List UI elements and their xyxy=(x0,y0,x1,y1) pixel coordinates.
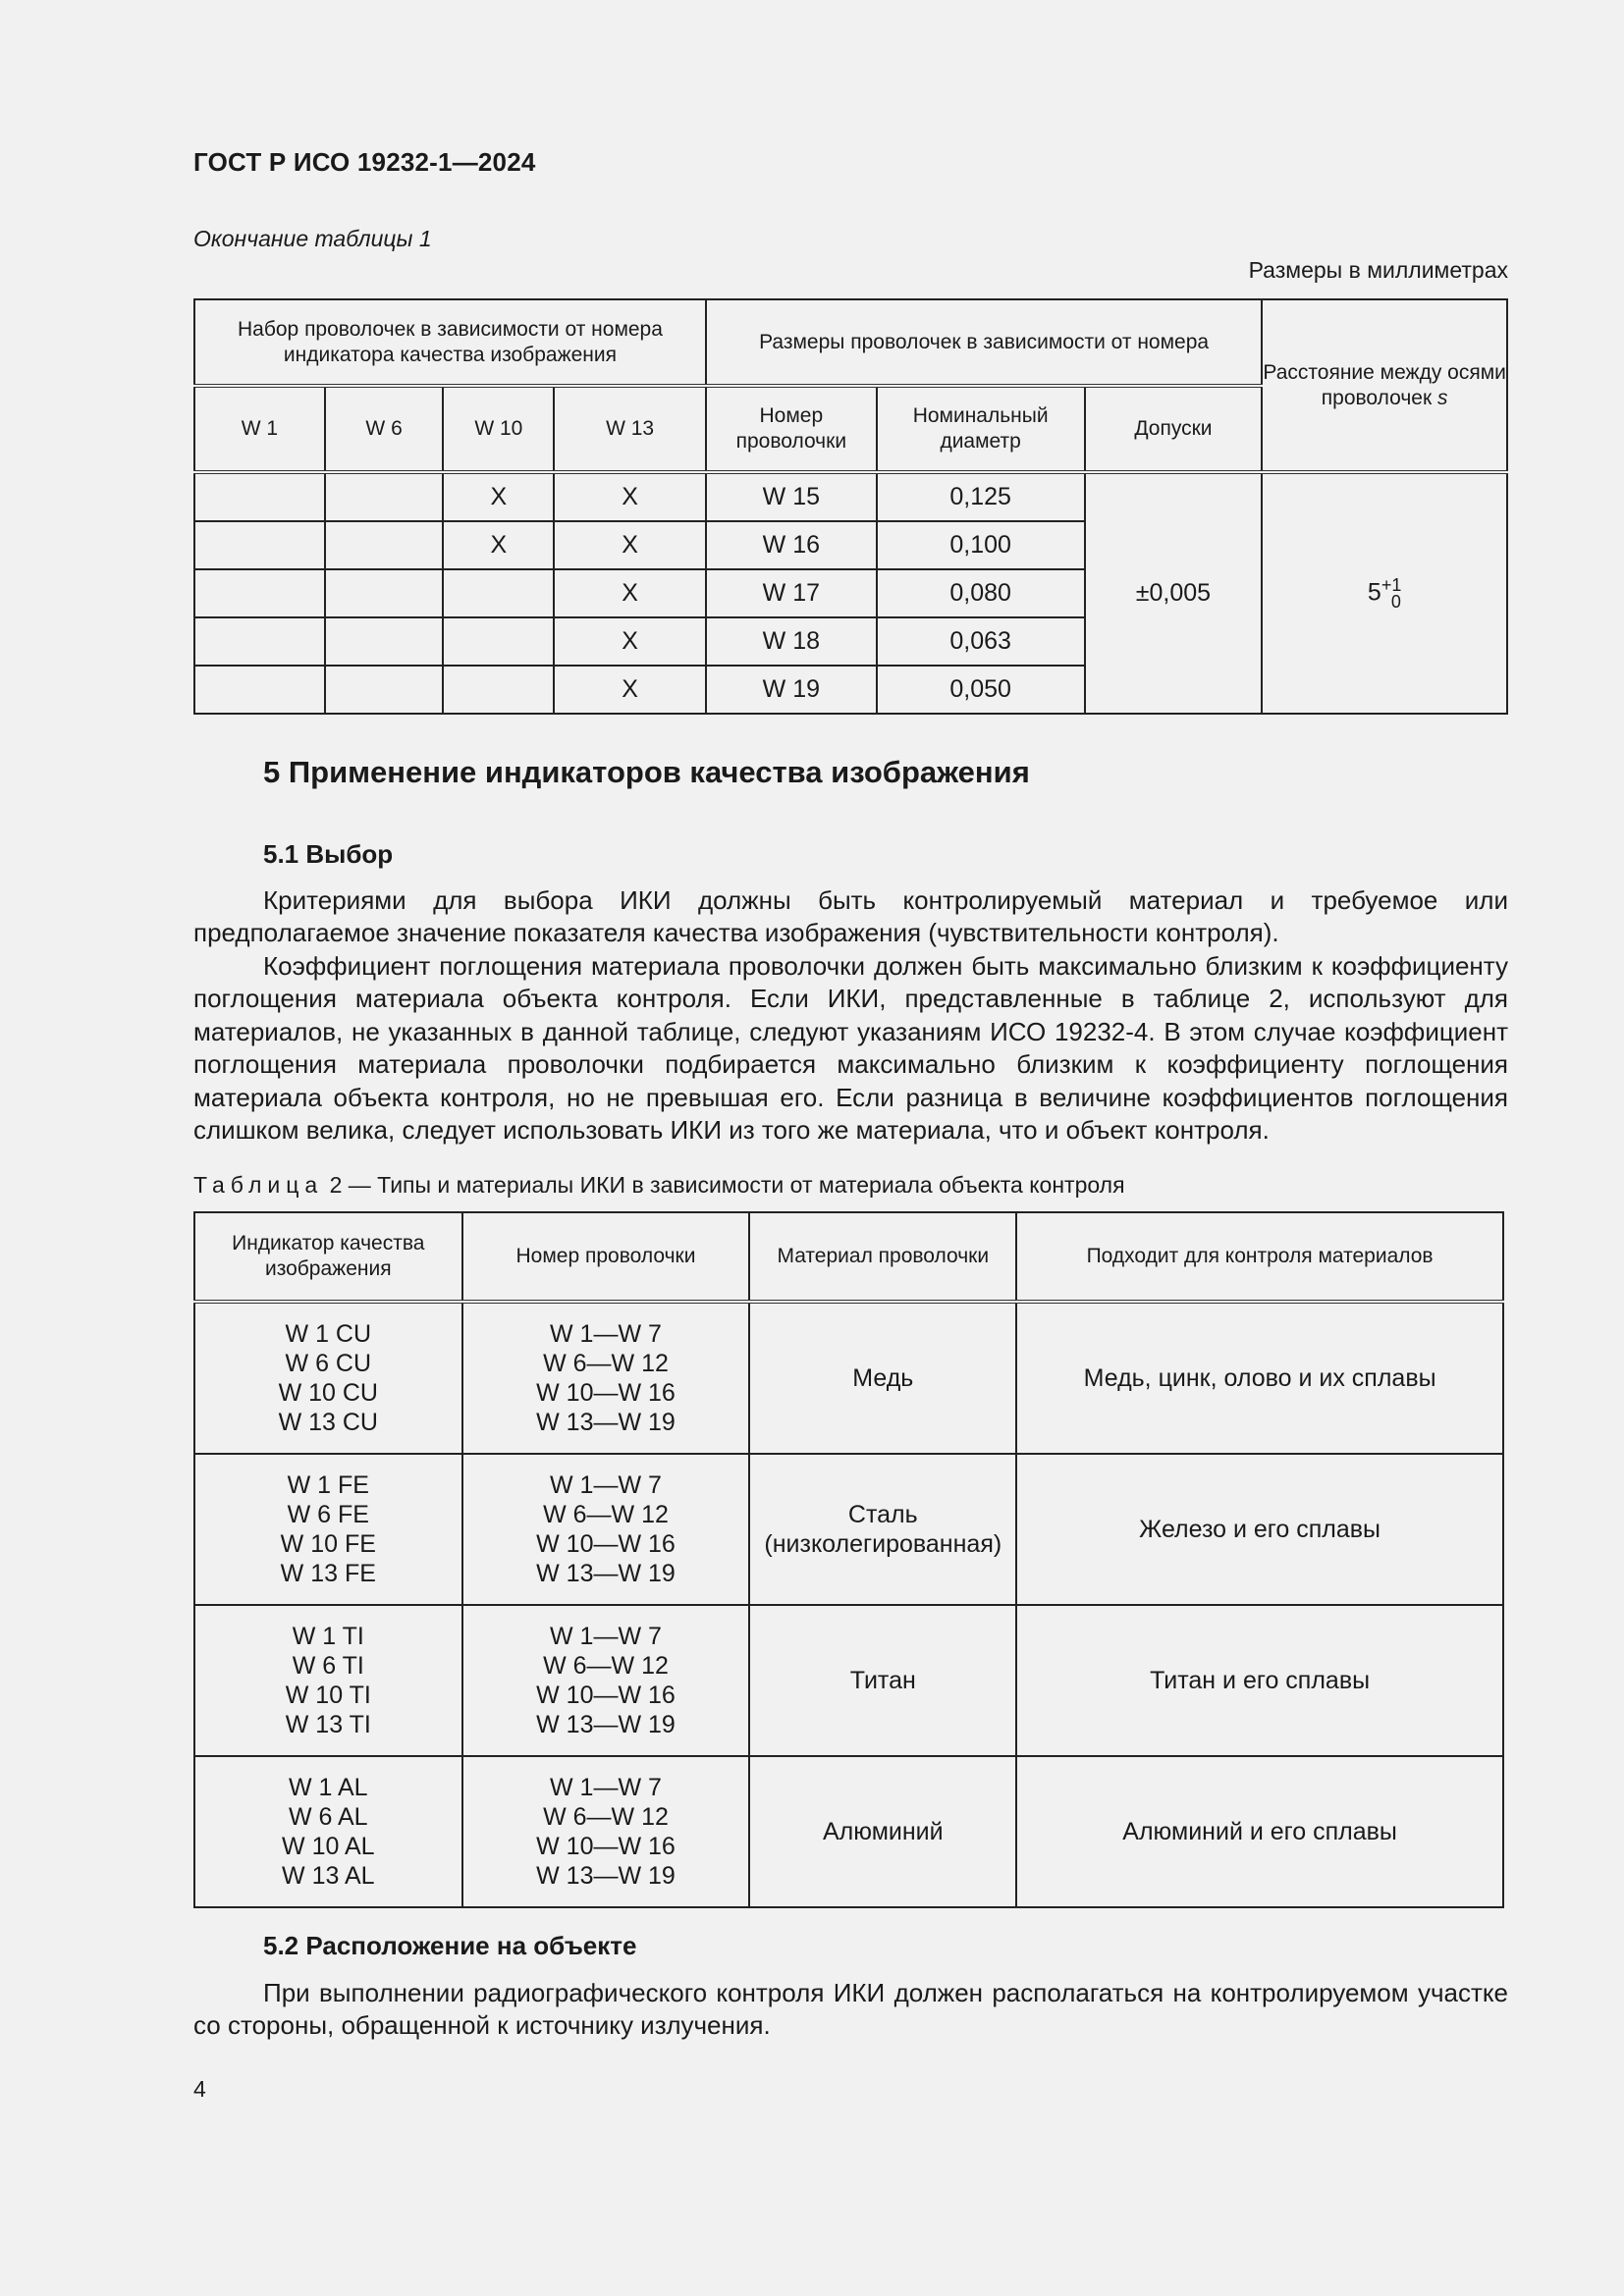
iqi-item: W 1 TI xyxy=(292,1623,364,1650)
paragraph-selection-criteria: Критериями для выбора ИКИ должны быть контролируемый материал и требуемое или предполагаемое значение показателя качества изображения (чувствительности контроля). xyxy=(193,885,1508,948)
header-wire-size: Размеры проволочек в зависимости от номера xyxy=(706,299,1262,386)
header-iqi: Индикатор качества изображения xyxy=(194,1212,462,1302)
cell-w1 xyxy=(194,472,325,521)
cell-w10 xyxy=(443,617,554,666)
header-w6: W 6 xyxy=(325,386,444,472)
wire-range: W 6—W 12 xyxy=(543,1652,669,1680)
distance-lower-limit: 0 xyxy=(1390,591,1401,612)
cell-diameter: 0,100 xyxy=(877,521,1085,569)
cell-distance xyxy=(1262,472,1507,714)
cell-wire: W 16 xyxy=(706,521,877,569)
cell-w6 xyxy=(325,666,444,714)
distance-base: 5 xyxy=(1367,578,1381,607)
cell-wire-range-list xyxy=(462,1454,750,1605)
iqi-item: W 6 AL xyxy=(288,1803,368,1831)
table-row xyxy=(194,1454,1503,1605)
section-5-1-heading: 5.1 Выбор xyxy=(263,839,394,869)
cell-diameter: 0,050 xyxy=(877,666,1085,714)
cell-iqi-list xyxy=(194,1605,462,1756)
cell-wire-range-list xyxy=(462,1302,750,1454)
cell-w6 xyxy=(325,472,444,521)
header-w13: W 13 xyxy=(554,386,706,472)
iqi-item: W 10 FE xyxy=(280,1530,376,1558)
wire-range: W 6—W 12 xyxy=(543,1501,669,1528)
cell-w13: X xyxy=(554,472,706,521)
cell-w6 xyxy=(325,569,444,617)
wire-range: W 13—W 19 xyxy=(536,1862,676,1890)
wire-range: W 6—W 12 xyxy=(543,1350,669,1377)
cell-iqi-list xyxy=(194,1756,462,1907)
cell-diameter: 0,125 xyxy=(877,472,1085,521)
wire-range: W 10—W 16 xyxy=(536,1379,676,1407)
table-1 xyxy=(193,298,1508,715)
table-row xyxy=(194,1605,1503,1756)
wire-range: W 10—W 16 xyxy=(536,1833,676,1860)
header-wire-set: Набор проволочек в зависимости от номера индикатора качества изображения xyxy=(194,299,706,386)
cell-w10: X xyxy=(443,472,554,521)
wire-range: W 10—W 16 xyxy=(536,1530,676,1558)
cell-material: Алюминий xyxy=(749,1756,1016,1907)
cell-w13: X xyxy=(554,521,706,569)
cell-w10 xyxy=(443,666,554,714)
iqi-item: W 13 AL xyxy=(282,1862,375,1890)
cell-wire: W 19 xyxy=(706,666,877,714)
wire-range: W 13—W 19 xyxy=(536,1560,676,1587)
cell-w6 xyxy=(325,521,444,569)
cell-wire: W 17 xyxy=(706,569,877,617)
table-2 xyxy=(193,1211,1504,1908)
document-code-header: ГОСТ Р ИСО 19232-1—2024 xyxy=(193,147,536,177)
header-distance xyxy=(1262,299,1507,472)
cell-w1 xyxy=(194,617,325,666)
iqi-item: W 1 FE xyxy=(287,1471,369,1499)
paragraph-placement: При выполнении радиографического контроля ИКИ должен располагаться на контролируемом участке со стороны, обращенной к источнику излучения. xyxy=(193,1978,1508,2041)
cell-wire: W 15 xyxy=(706,472,877,521)
header-w1: W 1 xyxy=(194,386,325,472)
iqi-item: W 10 AL xyxy=(282,1833,375,1860)
iqi-item: W 13 FE xyxy=(280,1560,376,1587)
table-2-caption-label: Таблица xyxy=(193,1172,324,1198)
cell-suitable: Титан и его сплавы xyxy=(1016,1605,1503,1756)
header-tolerance: Допуски xyxy=(1085,386,1263,472)
cell-material: Титан xyxy=(749,1605,1016,1756)
cell-wire: W 18 xyxy=(706,617,877,666)
cell-w10 xyxy=(443,569,554,617)
units-label: Размеры в миллиметрах xyxy=(1248,257,1508,283)
wire-range: W 13—W 19 xyxy=(536,1409,676,1436)
iqi-item: W 10 CU xyxy=(278,1379,378,1407)
wire-range: W 6—W 12 xyxy=(543,1803,669,1831)
cell-w13: X xyxy=(554,617,706,666)
cell-material: Медь xyxy=(749,1302,1016,1454)
header-nominal-diameter: Номинальный диаметр xyxy=(877,386,1085,472)
header-suitable-materials: Подходит для контроля материалов xyxy=(1016,1212,1503,1302)
wire-range: W 10—W 16 xyxy=(536,1682,676,1709)
header-distance-text: Расстояние между осями проволочек xyxy=(1263,360,1506,409)
header-wire-material: Материал проволочки xyxy=(749,1212,1016,1302)
iqi-item: W 6 TI xyxy=(292,1652,364,1680)
header-wire-numbers: Номер проволочки xyxy=(462,1212,750,1302)
cell-iqi-list xyxy=(194,1454,462,1605)
iqi-item: W 6 CU xyxy=(285,1350,372,1377)
iqi-item: W 6 FE xyxy=(287,1501,369,1528)
wire-range: W 1—W 7 xyxy=(550,1320,662,1348)
header-wire-number: Номер проволочки xyxy=(706,386,877,472)
cell-tolerance: ±0,005 xyxy=(1085,472,1263,714)
table-row xyxy=(194,1756,1503,1907)
cell-w1 xyxy=(194,569,325,617)
cell-w13: X xyxy=(554,569,706,617)
cell-suitable: Алюминий и его сплавы xyxy=(1016,1756,1503,1907)
section-5-2-heading: 5.2 Расположение на объекте xyxy=(263,1931,637,1960)
iqi-item: W 13 CU xyxy=(278,1409,378,1436)
table-row xyxy=(194,1302,1503,1454)
cell-w1 xyxy=(194,666,325,714)
paragraph-absorption-coefficient: Коэффициент поглощения материала проволочки должен быть максимально близким к коэффициенту поглощения материала объекта контроля. Если ИКИ, представленные в таблице 2, используют для материалов, не указанных в данной таблице, следуют указаниям ИСО 19232-4. В этом случае коэффициент поглощения материала проволочки подбирается максимально близким к коэффициенту поглощения материала объекта контроля, но не превышая его. Если разница в величине коэффициентов поглощения слишком велика, следует использовать ИКИ из того же материала, что и объект контроля. xyxy=(193,951,1508,1146)
wire-range: W 13—W 19 xyxy=(536,1711,676,1738)
cell-w6 xyxy=(325,617,444,666)
iqi-item: W 10 TI xyxy=(285,1682,371,1709)
cell-wire-range-list xyxy=(462,1605,750,1756)
cell-material: Сталь (низколегированная) xyxy=(749,1454,1016,1605)
cell-iqi-list xyxy=(194,1302,462,1454)
table-row xyxy=(194,472,1507,521)
iqi-item: W 1 CU xyxy=(285,1320,372,1348)
wire-range: W 1—W 7 xyxy=(550,1774,662,1801)
table-2-caption-text: 2 — Типы и материалы ИКИ в зависимости от материала объекта контроля xyxy=(323,1172,1125,1198)
wire-range: W 1—W 7 xyxy=(550,1471,662,1499)
cell-suitable: Железо и его сплавы xyxy=(1016,1454,1503,1605)
distance-upper-limit: +1 xyxy=(1380,574,1402,595)
table-2-caption xyxy=(193,1172,1125,1199)
iqi-item: W 13 TI xyxy=(285,1711,371,1738)
header-w10: W 10 xyxy=(443,386,554,472)
cell-w1 xyxy=(194,521,325,569)
header-distance-var: s xyxy=(1437,386,1448,409)
wire-range: W 1—W 7 xyxy=(550,1623,662,1650)
cell-wire-range-list xyxy=(462,1756,750,1907)
page-number: 4 xyxy=(193,2076,206,2102)
section-5-heading: 5 Применение индикаторов качества изображения xyxy=(263,755,1030,789)
cell-suitable: Медь, цинк, олово и их сплавы xyxy=(1016,1302,1503,1454)
iqi-item: W 1 AL xyxy=(288,1774,368,1801)
cell-w10: X xyxy=(443,521,554,569)
cell-w13: X xyxy=(554,666,706,714)
table-continuation-label: Окончание таблицы 1 xyxy=(193,226,432,251)
cell-diameter: 0,063 xyxy=(877,617,1085,666)
cell-diameter: 0,080 xyxy=(877,569,1085,617)
